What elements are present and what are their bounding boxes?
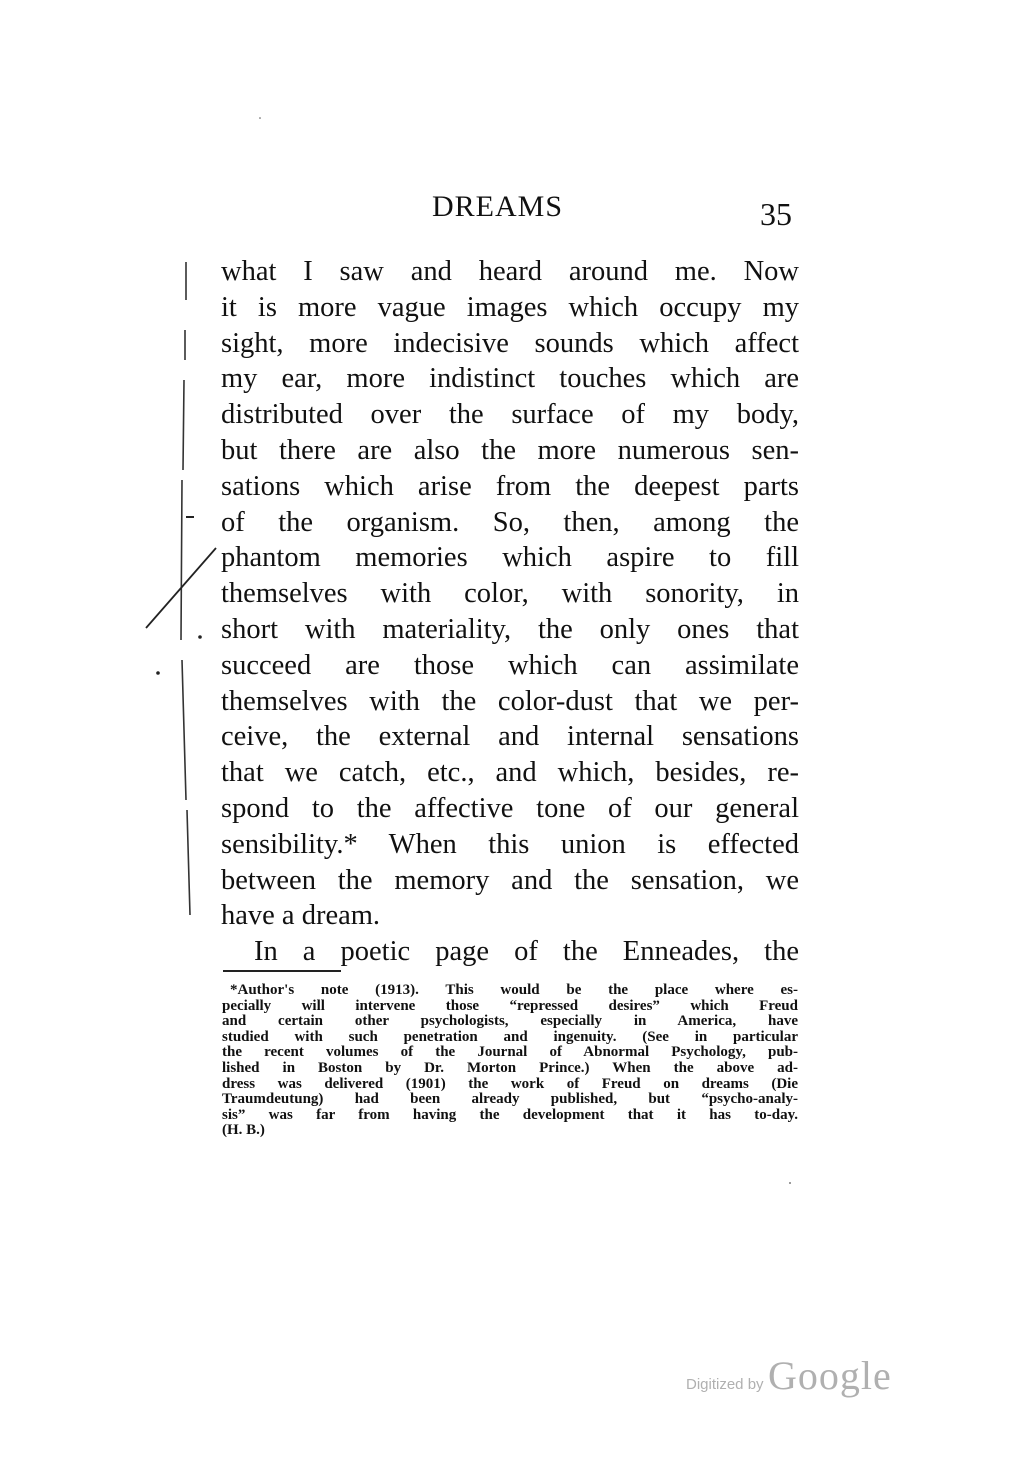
body-line: sations which arise from the deepest parts (221, 470, 799, 502)
footnote-line: dress was delivered (1901) the work of Freud on dreams (Die (222, 1075, 798, 1092)
body-line: sight, more indecisive sounds which affect (221, 327, 799, 359)
paragraph-start-line: In a poetic page of the Enneades, the (254, 936, 799, 968)
body-line: sensibility.* When this union is effected (221, 828, 799, 860)
footnote-line: (H. B.) (222, 1122, 265, 1139)
watermark-prefix: Digitized by (686, 1376, 764, 1393)
body-line: succeed are those which can assimilate (221, 649, 799, 681)
footnote-line: *Author's note (1913). This would be the place where es- (230, 982, 798, 998)
footnote-line: pecially will intervene those “repressed desires” which Freud (222, 997, 798, 1014)
body-line: have a dream. (221, 900, 381, 932)
footnote-line: sis” was far from having the development that it has to-day. (222, 1106, 798, 1123)
footnote-line: and certain other psychologists, especially in America, have (222, 1013, 798, 1030)
body-text (221, 254, 799, 970)
margin-vertical-line (181, 262, 190, 915)
body-line: of the organism. So, then, among the (221, 506, 799, 538)
body-line: between the memory and the sensation, we (221, 864, 799, 896)
body-line: my ear, more indistinct touches which are (221, 363, 799, 395)
margin-dot (259, 117, 261, 119)
margin-slash-line (146, 548, 216, 628)
body-line: phantom memories which aspire to fill (221, 542, 799, 574)
footnote-line: Traumdeutung) had been already published, but “psycho-analy- (222, 1091, 798, 1108)
body-line: that we catch, etc., and which, besides, re- (221, 757, 799, 789)
footnote-rule (223, 970, 341, 972)
body-line: it is more vague images which occupy my (221, 291, 799, 323)
margin-dot (156, 671, 160, 675)
footnote-line: studied with such penetration and ingenuity. (See in particular (222, 1028, 798, 1045)
body-line: themselves with the color-dust that we per- (221, 685, 799, 717)
footnote-line: lished in Boston by Dr. Morton Prince.) When the above ad- (222, 1059, 798, 1076)
body-line: distributed over the surface of my body, (221, 399, 799, 431)
body-line: themselves with color, with sonority, in (221, 578, 799, 610)
margin-dot (789, 1182, 791, 1184)
body-line: spond to the affective tone of our general (221, 792, 799, 824)
body-line: but there are also the more numerous sen- (221, 434, 799, 466)
footnote-line: the recent volumes of the Journal of Abnormal Psychology, pub- (222, 1044, 798, 1061)
footnote (222, 983, 798, 1139)
body-line: short with materiality, the only ones that (221, 613, 799, 645)
digitized-by-google-watermark (686, 1352, 892, 1399)
page-number: 35 (760, 196, 792, 232)
body-line: what I saw and heard around me. Now (221, 256, 799, 287)
google-logo: Google (768, 1353, 892, 1398)
running-title: DREAMS (432, 190, 564, 223)
body-line: ceive, the external and internal sensations (221, 721, 799, 753)
margin-dot (198, 635, 202, 639)
